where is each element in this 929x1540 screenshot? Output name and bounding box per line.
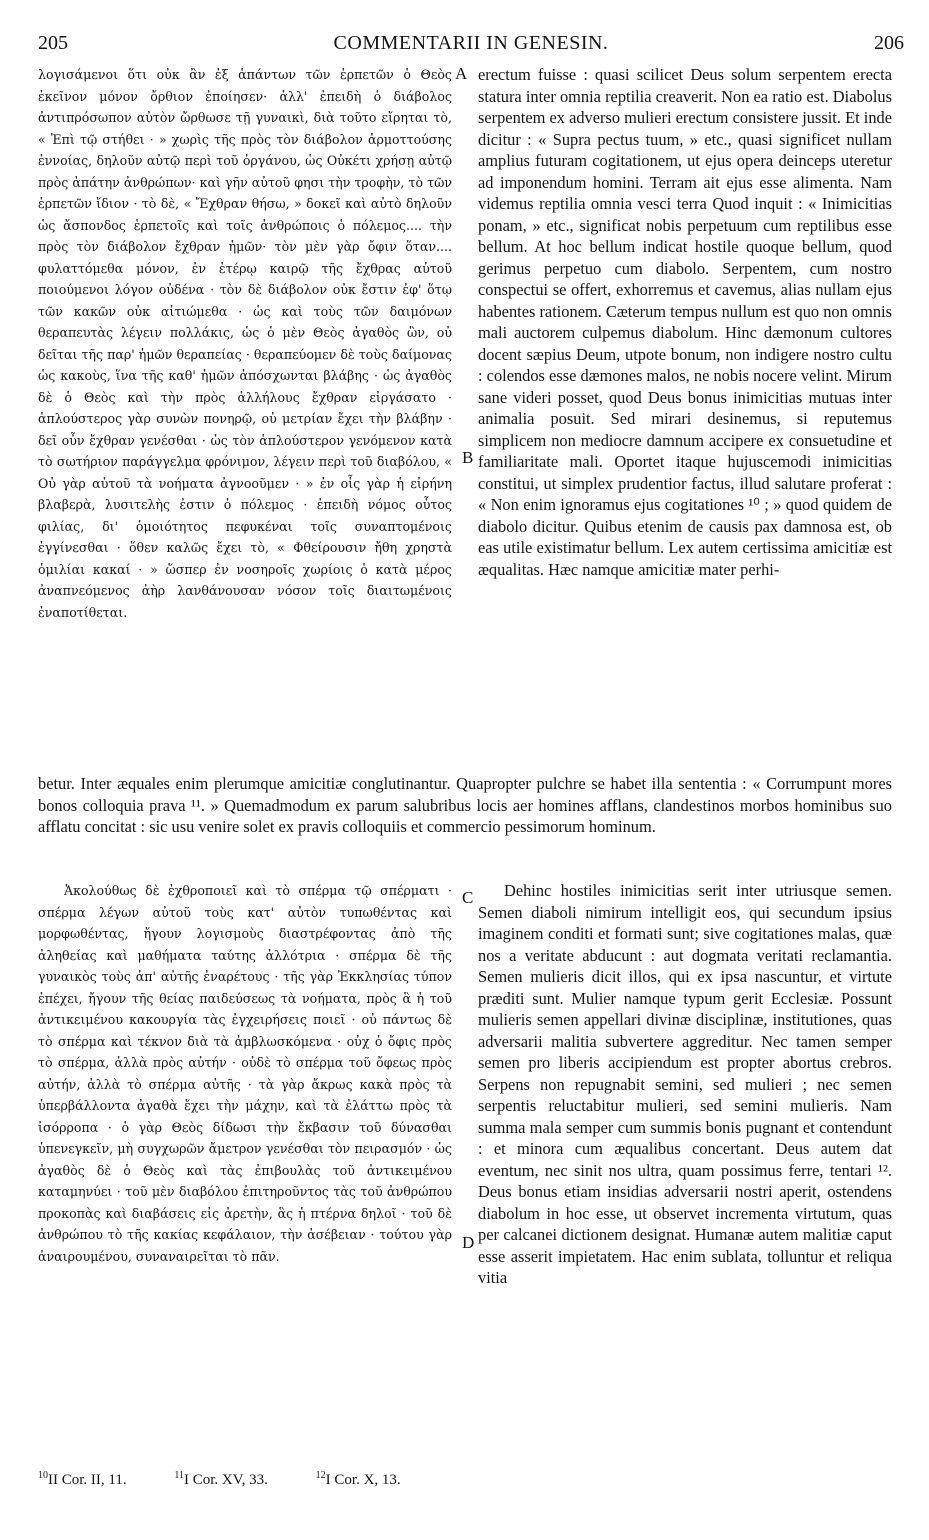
- greek-column-bottom: [38, 880, 452, 1410]
- footnote: $^{10}$II Cor. II, 11.: [38, 1470, 127, 1488]
- latin-column-bottom: [478, 880, 892, 1440]
- footnote: $^{12}$I Cor. X, 13.: [315, 1470, 401, 1488]
- margin-mark-a: A: [455, 64, 468, 83]
- latin-text-full: betur. Inter æquales enim plerumque amicitiæ conglutinantur. Quapropter pulchre se habet illa sententia : « Corrumpunt mores bonos colloquia prava ¹¹. » Quemadmodum ex parum salubribus locis aer homines afflans, clandestinos morbos hominibus suo afflatu concitat : sic usu venire solet ex pravis colloquiis et commercio pessimorum hominum.: [38, 774, 892, 836]
- page-header: [38, 32, 904, 56]
- footnotes: [38, 1470, 892, 1489]
- greek-text-top: λογισάμενοι ὅτι οὐκ ἂν ἐξ ἁπάντων τῶν ἑρπετῶν ὁ Θεὸς ἐκεῖνον μόνον ὄρθιον ἐποίησεν· ἀλλ' ἐπειδὴ ὁ διάβολος ἀντιπρόσωπον αὐτὸν ὤρθωσε τῇ γυναικὶ, διὰ τοῦτο εἴρηται τὸ, « Ἐπὶ τῷ στήθει · » χωρὶς τῆς πρὸς τὸν διάβολον ἁρμοττούσης ἐννοίας, δηλοῦν αὐτῷ περὶ τοῦ ὀργάνου, ὡς Οὐκέτι χρήσῃ αὐτῷ πρὸς ἀπάτην ἀνθρώπων· καὶ γῆν αὐτοῦ φησι τὴν τροφὴν, τὸ τῶν ἑρπετῶν ἴδιον · τὸ δὲ, « Ἔχθραν θήσω, » δοκεῖ καὶ αὐτὸ δηλοῦν ὡς ἄσπονδος ἑρπετοῖς καὶ τοῖς ἀνθρώποις ὁ πόλεμος.... τὴν πρὸς τὸν διάβολον ἔχθραν ἡμῶν· τὸν μὲν γὰρ ὄφιν ὅταν.... φυλαττόμεθα μόνον, ἐν ἑτέρῳ καιρῷ τῆς ἔχθρας αὐτοῦ ποιούμενοι λόγον οὐδένα · τὸν δὲ διάβολον οὐκ ἔστιν ἐφ' ὅτῳ τῶν κακῶν οὐκ αἰτιώμεθα · ὡς καὶ τοὺς τῶν δαιμόνων θεραπευτὰς λέγειν πολλάκις, ὡς ὁ μὲν Θεὸς ἀγαθὸς ὢν, οὐ δεῖται τῆς παρ' ἡμῶν θεραπείας · θεραπεύομεν δὲ τοὺς δαίμονας ὡς κακοὺς, ἵνα τῆς καθ' ἡμῶν ἀπόσχωνται βλάβης · ὡς ἀγαθὸς δὲ ὁ Θεὸς καὶ τὴν πρὸς ἀλλήλους ἔχθραν εἰργάσατο · ἁπλούστερος γὰρ συνὼν πονηρῷ, οὐ μετρίαν ἔχει τὴν βλάβην · δεῖ οὖν ἔχθραν γενέσθαι · ὡς τὸν ἁπλούστερον γενόμενον κατὰ τὸ σωτήριον παράγγελμα φρόνιμον, λέγειν περὶ τοῦ διαβόλου, « Οὐ γὰρ αὐτοῦ τὰ νοήματα ἀγνοοῦμεν · » ἐν οἷς γὰρ ἡ εἰρήνη βλαβερὰ, λυσιτελὴς ἐστιν ὁ πόλεμος · ἐπειδὴ νόμος οὗτος φιλίας, δι' ὁμοιότητος πεφυκέναι τοῖς συναπτομένοις ἐγγίνεσθαι · ὅθεν καλῶς ἔχει τὸ, « Φθείρουσιν ἤθη χρηστὰ ὁμιλίαι κακαί · » ὥσπερ ἐν νοσηροῖς χωρίοις ὁ κατὰ μέρος ἀναπνεόμενος ἀὴρ λανθάνουσαν νόσον τοῖς διαιτωμένοις ἐναποτίθεται.: [38, 67, 452, 620]
- latin-full-width-passage: [38, 773, 892, 879]
- running-title: COMMENTARII IN GENESIN.: [333, 32, 609, 54]
- greek-text-bottom: Ἀκολούθως δὲ ἐχθροποιεῖ καὶ τὸ σπέρμα τῷ σπέρματι · σπέρμα λέγων αὐτοῦ τοὺς κατ' αὐτὸν τυπωθέντας καὶ μορφωθέντας, ἤγουν λογισμοὺς διαστρέφοντας ἀπὸ τῆς ἀληθείας καὶ μαθήματα ταύτης ἀλλότρια · σπέρμα δὲ τῆς γυναικὸς τοὺς ἀπ' αὐτῆς ἐναρέτους · τῆς γὰρ Ἐκκλησίας τύπον ἐπέχει, ἤγουν τῆς θείας παιδεύσεως τὰ νοήματα, πρὸς ἃ ἡ τοῦ ἀντικειμένου κακουργία τὰς ἐγχειρήσεις ποιεῖ · οὐ πάντως δὲ τὸ σπέρμα καὶ τέκνον διὰ τὰ ἀμβλωσκόμενα · οὐχ ὁ ὄφις πρὸς τὸ σπέρμα, ἀλλὰ πρὸς αὐτήν · οὐδὲ τὸ σπέρμα τοῦ ὄφεως πρὸς αὐτήν, ἀλλὰ τὸ σπέρμα αὐτῆς · τὰ γὰρ ἄκρως κακὰ πρὸς τὰ ὑπερβάλλοντα ἀγαθὰ ἔχει τὴν μάχην, καὶ τὰ ἐλάττω πρὸς τὰ ἰσόρροπα · ὁ γὰρ Θεὸς δίδωσι τὴν ἔκβασιν τοῦ δύνασθαι ὑπενεγκεῖν, μὴ συγχωρῶν ἄμετρον γενέσθαι τὸν πειρασμόν · ὡς ἀγαθὸς δὲ ὁ Θεὸς καὶ τὰς ἐπιβουλὰς τοῦ ἀντικειμένου καταμηνύει · τοῦ μὲν διαβόλου ἐπιτηροῦντος τὰς τοῦ ἀνθρώπου προκοπὰς καὶ διαβάσεις εἰς ἀρετὴν, ἃς ἡ πτέρνα δηλοῖ · τοῦ δὲ ἀνθρώπου τὸ τῆς κακίας κεφάλαιον, τὴν ἀσέβειαν · τούτου γὰρ ἀναιρουμένου, συναναιρεῖται τὸ πᾶν.: [38, 883, 452, 1264]
- margin-mark-c: C: [462, 888, 474, 907]
- page-number-right: 206: [874, 32, 904, 54]
- margin-mark-d: D: [462, 1233, 475, 1252]
- latin-text-top: erectum fuisse : quasi scilicet Deus solum serpentem erecta statura inter omnia reptilia creaverit. Non ea ratio est. Diabolus serpentem ex adverso mulieri erectum consistere jussit. Et inde dicitur : « Supra pectus tuum, » etc., quasi significet nullam amplius futuram cogitationem, ut ejus opera deinceps uteretur ad imponendum homini. Terram ait ejus esse alimenta. Nam videmus reptilia omnia vesci terra Quod inquit : « Inimicitias ponam, » etc., significat nobis perpetuum cum reptilibus esse bellum. At hoc bellum indicat hostile quoque bellum, quod gerimus perpetuo cum diabolo. Serpentem, cum nostro conspectui se offert, exhorremus et cavemus, alias nullam ejus habentes rationem. Cæterum tempus nullum est quo non omnis mali auctorem culpemus diabolum. Hinc dæmonum cultores docent sæpius Deum, utpote bonum, non indigere nostro cultu : colendos esse dæmones malos, ne nobis nocere velint. Mirum sane videri posset, quod Deus bonus inimicitias mutuas inter animalia posuit. Sed mirari desinemus, si reputemus simplicem non mediocre damnum accipere ex consuetudine et familiaritate mali. Oportet itaque hujuscemodi inimicitias constitui, ut simplex prudentior factus, illud salutare proferat : « Non enim ignoramus ejus cogitationes ¹⁰ ; » quod quidem de diabolo dicitur. Quibus etenim de causis pax damnosa est, ob eas utile existimatur bellum. Lex autem certissima amicitiæ est æqualitas. Hæc namque amicitiæ mater perhi-: [478, 65, 892, 579]
- greek-column-top: [38, 64, 452, 772]
- footnote: $^{11}$I Cor. XV, 33.: [174, 1470, 268, 1488]
- latin-text-bottom: Dehinc hostiles inimicitias serit inter utriusque semen. Semen diaboli nimirum intelligit eos, qui secundum ipsius imaginem conditi et formati sunt; sive cogitationes malas, quæ nos a veritate abducunt : aut dogmata veritati reclamantia. Semen mulieris dicit illos, qui ex ipsa nascuntur, et virtute præditi sunt. Mulier namque typum gerit Ecclesiæ. Possunt mulieris semen appellari divinæ disciplinæ, institutiones, quas adversarii malitia subvertere aggreditur. Nec tamen semper semen pro liberis accipiendum est propter abortus crebros. Serpens non repugnabit semini, sed mulieri ; nec semen serpentis reluctabitur mulieri, sed semini mulieris. Nam summa mala semper cum summis bonis pugnant et contendunt : et minora cum æqualibus concertant. Deus autem dat eventum, nec sinit nos ultra, quam possimus ferre, tentari ¹². Deus bonus etiam insidias adversarii nostri aperit, ostendens diabolum in hoc esse, ut observet incrementa virtutum, quas per calcanei dictionem designat. Humanæ autem malitiæ caput esse asserit impietatem. Hac enim sublata, tolluntur et reliqua vitia: [478, 881, 892, 1287]
- latin-column-top: [478, 64, 892, 772]
- page-number-left: 205: [38, 32, 68, 54]
- margin-mark-b: B: [462, 448, 474, 467]
